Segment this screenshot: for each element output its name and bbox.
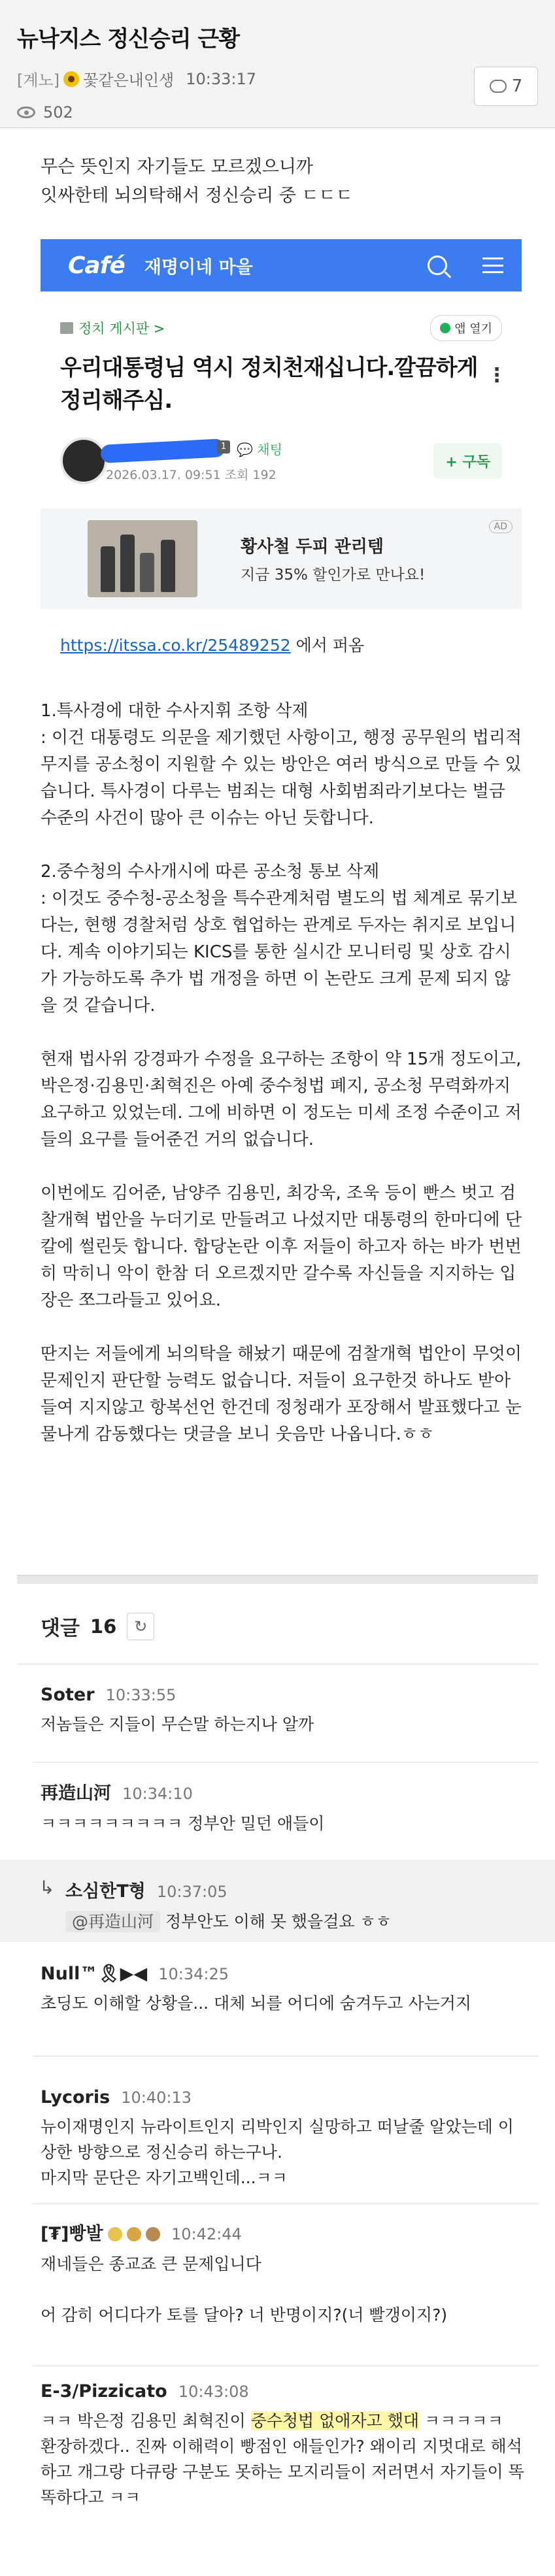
body-paragraph: 2.중수청의 수사개시에 따른 공소청 통보 삭제 : 이것도 중수청-공소청을 특수관계처럼 별도의 법 체계로 묶기보다는, 현행 경찰처럼 상호 협업하는 관계로 두자는 취지로 보입니다. 계속 이야기되는 KICS를 통한 실시간 모니터링 및 상호 감시가 가능하도록 추가 법 개정을 하면 이 논란도 크게 문제 되지 않을 것 같습니다.: [41, 862, 518, 1016]
search-icon: [428, 256, 447, 275]
eye-icon: [17, 107, 35, 118]
reply-text: 정부안도 이해 못 했을걸요 ㅎㅎ: [165, 1912, 392, 1931]
body-paragraph: 이번에도 김어준, 남양주 김용민, 최강욱, 조욱 등이 빤스 벗고 검찰개혁 법안을 누더기로 만들려고 나섰지만 대통령의 한마디에 단칼에 썰린듯 합니다. 합당논란 이후 저들이 하고자 하는 바가 번번히 막히니 악이 한참 더 오르겠지만 갈수록 자신들을 지지하는 입장은 쪼그라들고 있어요.: [41, 1183, 522, 1310]
comment-time: 10:33:55: [105, 1686, 177, 1704]
emoji-icon: [146, 2227, 160, 2241]
post-time: 10:33:17: [186, 69, 257, 88]
comment-count: 7: [511, 76, 523, 96]
board-row: [41, 315, 522, 341]
emoji-icon: [127, 2227, 141, 2241]
body-paragraph: 1.특사경에 대한 수사지휘 조항 삭제 : 이건 대통령도 의문을 제기했던 사항이고, 행정 공무원의 법리적 무지를 공소청이 지원할 수 있는 방안은 여러 방식으로 만들 수 있습니다. 특사경이 다루는 범죄는 대형 사회범죄라기보다는 벌금 수준의 사건이 많아 큰 이슈는 아닌 듯합니다.: [41, 701, 522, 828]
comment: [41, 1779, 524, 1836]
comment: [41, 2381, 524, 2510]
reply-arrow-icon: ↳: [39, 1877, 55, 1898]
comment-author[interactable]: Lycoris: [41, 2087, 110, 2107]
source-line: [60, 633, 364, 656]
comment-time: 10:34:10: [122, 1785, 193, 1803]
article-title: [41, 352, 522, 417]
view-count: 502: [43, 103, 73, 122]
source-suffix: 에서 퍼옴: [290, 636, 365, 655]
redaction-scribble: [100, 438, 225, 463]
post-title: 뉴낙지스 정신승리 근황: [17, 26, 240, 52]
mention-tag[interactable]: @再造山河: [65, 1911, 160, 1932]
comment-text: 저놈들은 지들이 무슨말 하는지나 알까: [41, 1715, 314, 1734]
comment-time: 10:34:25: [158, 1965, 229, 1983]
ad-subtitle: 지금 35% 할인가로 만나요!: [241, 567, 426, 584]
comment-author[interactable]: [₮]빵발: [41, 2224, 103, 2244]
comment-author[interactable]: 소심한T형: [65, 1881, 146, 1902]
ad-banner: [41, 508, 522, 609]
comment-text: [65, 1909, 392, 1934]
post-views: [17, 103, 538, 122]
chat-label: 채팅: [257, 442, 282, 457]
post-category[interactable]: [계노]: [17, 71, 60, 90]
post-meta: [17, 67, 538, 90]
highlighted-text: 중수청법 없애자고 했대: [250, 2411, 419, 2430]
board-link: [60, 318, 165, 338]
comment-time: 10:37:05: [156, 1883, 227, 1901]
article-author-row: [41, 437, 522, 485]
app-icon: [440, 323, 450, 333]
more-icon: ⋮: [487, 364, 506, 387]
comment-time: 10:40:13: [121, 2089, 192, 2107]
comment-time: 10:42:44: [171, 2225, 242, 2243]
menu-icon: [482, 257, 503, 273]
app-open-button: [430, 315, 502, 341]
comment-text: 재네들은 종교죠 큰 문제입니다 어 감히 어디다가 토를 달아? 너 반명이지?(너 빨갱이지?): [41, 2254, 448, 2324]
cafe-name: 재명이네 마을: [144, 257, 253, 278]
subscribe-button: + 구독: [433, 443, 502, 479]
app-open-label: 앱 열기: [454, 322, 492, 336]
cafe-top-bar: [41, 239, 522, 291]
comments-header: [41, 1611, 154, 1641]
comment-author[interactable]: Null™🎗▶◀: [41, 1964, 148, 1984]
intro-line: 무슨 뜻인지 자기들도 모르겠으니까: [41, 157, 313, 177]
body-paragraph: 현재 법사위 강경파가 수정을 요구하는 조항이 약 15개 정도이고, 박은정·김용민·최혁진은 아예 중수청법 폐지, 공소청 무력화까지 요구하고 있었는데. 그에 비하면 이 정도는 미세 조정 수준이고 저들의 요구를 들어준건 거의 없습니다.: [41, 1049, 522, 1149]
ad-mark: AD: [489, 520, 513, 533]
post-author[interactable]: 꽃같은내인생: [83, 71, 175, 90]
post-body: [41, 698, 524, 1475]
comment-text: 뉴이재명인지 뉴라이트인지 리박인지 실망하고 떠날줄 알았는데 이상한 방향으로 정신승리 하는구나. 마지막 문단은 자기고백인데...ㅋㅋ: [41, 2117, 514, 2187]
post-header: [0, 0, 555, 128]
comment-text-part: ㅋㅋ 박은정 김용민 최혁진이: [41, 2411, 251, 2430]
comment-text: 초딩도 이해할 상황을... 대체 뇌를 어디에 숨겨두고 사는거지: [41, 1994, 472, 2013]
comments-label: 댓글: [41, 1617, 80, 1640]
article-title-text: 우리대통령님 역시 정치천재십니다.깔끔하게 정리해주심.: [60, 355, 478, 414]
emoji-icon: [108, 2227, 122, 2241]
comments-total: 16: [90, 1615, 117, 1638]
comment-count-button[interactable]: [474, 67, 538, 106]
comment-author[interactable]: Soter: [41, 1685, 95, 1705]
board-label: 정치 게시판 >: [78, 321, 165, 337]
board-icon: [60, 322, 73, 334]
article-date-views: 2026.03.17. 09:51 조회 192: [106, 468, 277, 482]
comment: [41, 1963, 524, 2016]
level-badge: 1: [217, 440, 230, 454]
embedded-cafe-screenshot: [41, 239, 522, 609]
speech-bubble-icon: [490, 80, 507, 93]
section-divider: [17, 1575, 538, 1584]
cafe-logo: Café: [68, 252, 125, 279]
comment-text: ㅋㅋㅋㅋㅋㅋㅋㅋㅋ 정부안 밀던 애들이: [41, 1814, 325, 1833]
reply-block: [0, 1860, 555, 1942]
comment-author[interactable]: E-3/Pizzicato: [41, 2381, 167, 2402]
comment: [41, 2219, 524, 2328]
comment: [41, 1685, 524, 1737]
intro-text: [0, 128, 555, 210]
avatar: [60, 437, 107, 484]
comment-text: [41, 2408, 524, 2510]
ad-title: 황사철 두피 관리템: [241, 537, 384, 557]
flower-icon: [63, 71, 79, 87]
comment-time: 10:43:08: [178, 2383, 249, 2401]
ad-product-image: [88, 520, 197, 597]
intro-line: 잇싸한테 뇌의탁해서 정신승리 중 ㄷㄷㄷ: [41, 186, 353, 206]
body-paragraph: 딴지는 저들에게 뇌의탁을 해놨기 때문에 검찰개혁 법안이 무엇이 문제인지 판단할 능력도 없습니다. 저들이 요구한것 하나도 받아들여 지지않고 항복선언 한건데 정청래가 포장해서 발표했다고 눈물나게 감동했다는 댓글을 보니 웃음만 나옵니다.ㅎㅎ: [41, 1344, 522, 1444]
comment-text-part: ㅋㅋㅋㅋㅋ 환장하겠다.. 진짜 이해력이 빵점인 애들인가? 왜이리 지멋대로 해석하고 개그랑 다큐랑 구분도 못하는 모지리들이 저러면서 자기들이 똑똑하다고 ㅋㅋ: [41, 2411, 524, 2507]
comment-author[interactable]: 再造山河: [41, 1783, 111, 1804]
refresh-icon[interactable]: ↻: [127, 1613, 154, 1640]
comment: [41, 2087, 524, 2190]
source-link[interactable]: https://itssa.co.kr/25489252: [60, 636, 291, 655]
chat-tag: 💬 채팅: [237, 442, 282, 457]
